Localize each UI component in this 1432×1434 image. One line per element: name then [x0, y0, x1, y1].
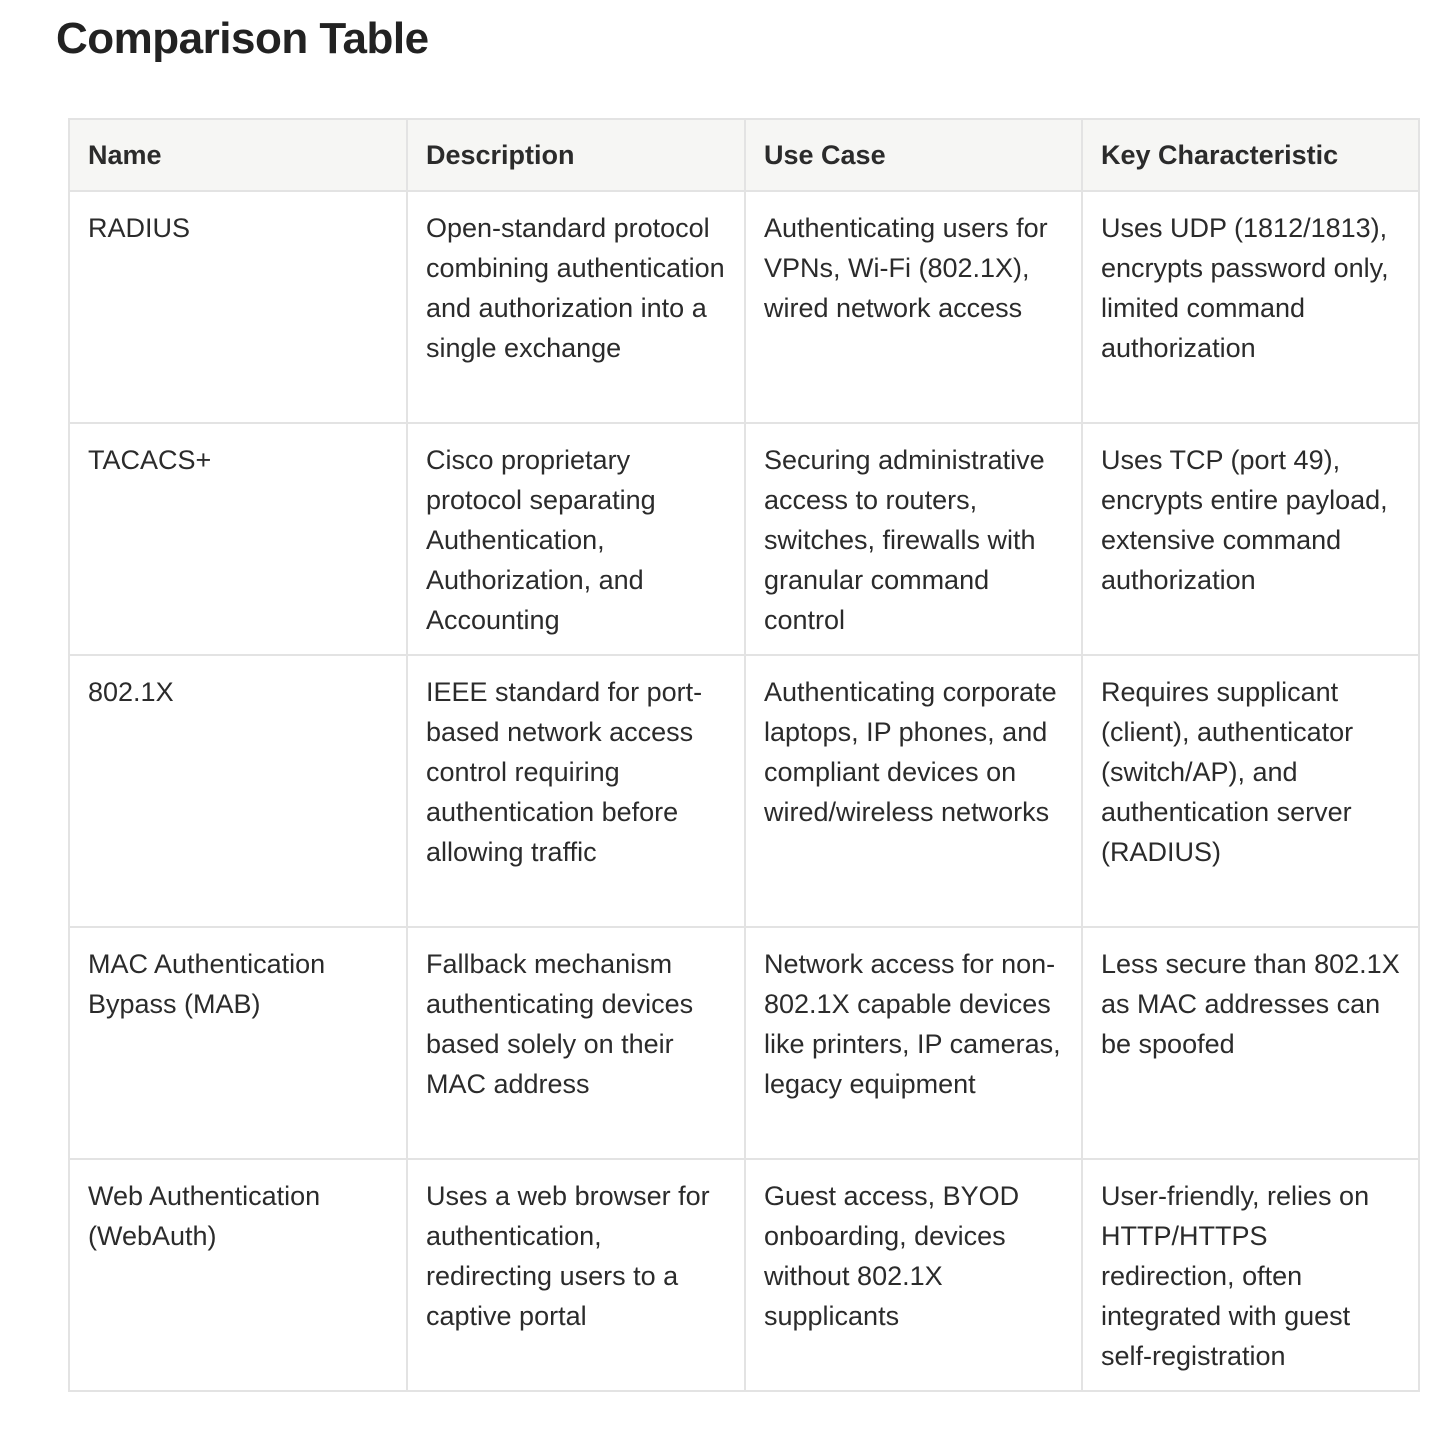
cell-use-case: Authenticating corporate laptops, IP phones, and compliant devices on wired/wireless networks — [745, 655, 1082, 927]
table-row — [69, 423, 1419, 655]
table-body — [69, 191, 1419, 1391]
cell-name: RADIUS — [69, 191, 407, 423]
comparison-table — [68, 118, 1420, 1392]
page-title: Comparison Table — [56, 14, 429, 63]
cell-description: Cisco proprietary protocol separating Authentication, Authorization, and Accounting — [407, 423, 745, 655]
header-row — [69, 119, 1419, 191]
table-row — [69, 1159, 1419, 1391]
cell-key-characteristic: Uses TCP (port 49), encrypts entire payload, extensive command authorization — [1082, 423, 1419, 655]
cell-key-characteristic: Uses UDP (1812/1813), encrypts password only, limited command authorization — [1082, 191, 1419, 423]
table-header — [69, 119, 1419, 191]
cell-key-characteristic: Requires supplicant (client), authenticator (switch/AP), and authentication server (RADIUS) — [1082, 655, 1419, 927]
cell-key-characteristic: Less secure than 802.1X as MAC addresses can be spoofed — [1082, 927, 1419, 1159]
cell-use-case: Network access for non-802.1X capable devices like printers, IP cameras, legacy equipment — [745, 927, 1082, 1159]
comparison-table-container — [68, 118, 1418, 1392]
cell-key-characteristic: User-friendly, relies on HTTP/HTTPS redirection, often integrated with guest self-registration — [1082, 1159, 1419, 1391]
table-row — [69, 927, 1419, 1159]
cell-name: TACACS+ — [69, 423, 407, 655]
header-key-characteristic: Key Characteristic — [1082, 119, 1419, 191]
header-name: Name — [69, 119, 407, 191]
table-row — [69, 191, 1419, 423]
cell-description: Open-standard protocol combining authentication and authorization into a single exchange — [407, 191, 745, 423]
cell-name: Web Authentication (WebAuth) — [69, 1159, 407, 1391]
header-description: Description — [407, 119, 745, 191]
cell-description: IEEE standard for port-based network access control requiring authentication before allowing traffic — [407, 655, 745, 927]
cell-description: Uses a web browser for authentication, redirecting users to a captive portal — [407, 1159, 745, 1391]
cell-use-case: Guest access, BYOD onboarding, devices without 802.1X supplicants — [745, 1159, 1082, 1391]
cell-description: Fallback mechanism authenticating devices based solely on their MAC address — [407, 927, 745, 1159]
cell-name: 802.1X — [69, 655, 407, 927]
cell-use-case: Authenticating users for VPNs, Wi-Fi (802.1X), wired network access — [745, 191, 1082, 423]
header-use-case: Use Case — [745, 119, 1082, 191]
cell-use-case: Securing administrative access to routers, switches, firewalls with granular command control — [745, 423, 1082, 655]
table-row — [69, 655, 1419, 927]
cell-name: MAC Authentication Bypass (MAB) — [69, 927, 407, 1159]
